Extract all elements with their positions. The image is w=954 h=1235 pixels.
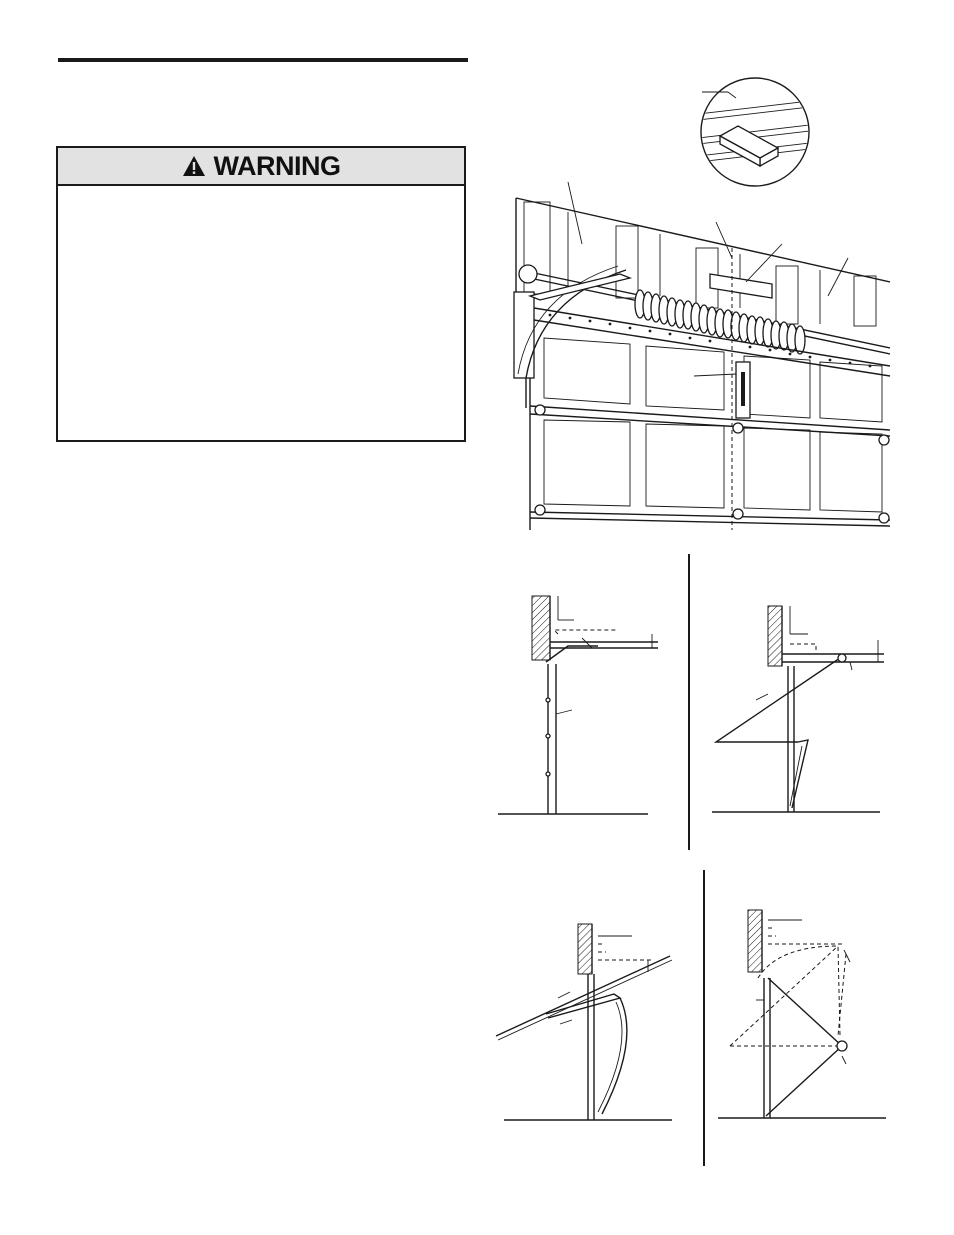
warning-title: WARNING — [213, 150, 341, 181]
figure-divider — [703, 870, 705, 1166]
warning-box — [56, 146, 466, 442]
header-detail-illustration — [698, 78, 818, 190]
tilt-door-diagram — [494, 920, 678, 1126]
pivot-door-diagram — [718, 906, 890, 1122]
warning-header — [58, 148, 464, 186]
warning-triangle-icon — [182, 155, 206, 177]
one-piece-door-diagram — [712, 600, 884, 818]
torsion-spring — [635, 290, 805, 354]
garage-door-illustration — [510, 178, 890, 530]
figure-divider — [688, 554, 690, 850]
section-rule — [58, 58, 468, 62]
sectional-door-diagram — [498, 590, 658, 822]
